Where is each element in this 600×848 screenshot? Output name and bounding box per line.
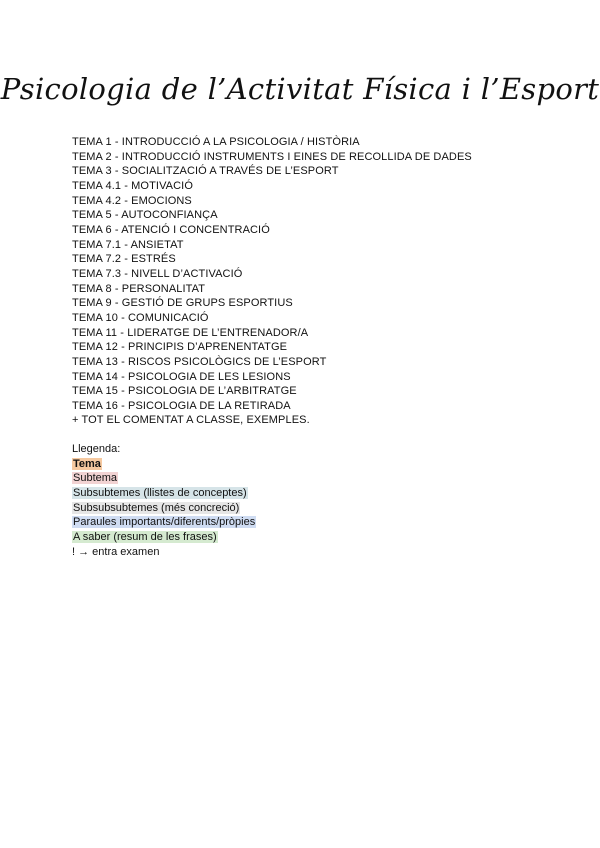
topic-item: TEMA 13 - RISCOS PSICOLÒGICS DE L’ESPORT (72, 355, 327, 368)
topic-item: TEMA 8 - PERSONALITAT (72, 282, 206, 295)
topic-item: TEMA 1 - INTRODUCCIÓ A LA PSICOLOGIA / HISTÒRIA (72, 136, 360, 148)
topic-item: TEMA 12 - PRINCIPIS D’APRENENTATGE (72, 341, 288, 354)
topic-item: TEMA 7.3 - NIVELL D’ACTIVACIÓ (72, 267, 243, 280)
legend-item-paraules-importants: Paraules importants/diferents/pròpies (73, 516, 256, 529)
legend-heading: Llegenda: (72, 443, 121, 455)
topic-item: TEMA 4.1 - MOTIVACIÓ (72, 179, 193, 192)
topic-item: TEMA 15 - PSICOLOGIA DE L’ARBITRATGE (72, 385, 297, 398)
legend-exam-note: ! → entra examen (72, 545, 160, 558)
topic-item: TEMA 5 - AUTOCONFIANÇA (72, 209, 218, 222)
topic-item: TEMA 9 - GESTIÓ DE GRUPS ESPORTIUS (72, 297, 293, 310)
topic-item: TEMA 10 - COMUNICACIÓ (72, 311, 209, 324)
legend-item-subsubsubtemes: Subsubsubtemes (més concreció) (73, 501, 240, 514)
legend (72, 442, 372, 559)
document-title: Psicologia de l’Activitat Física i l’Esport (0, 72, 600, 106)
legend-item-a-saber: A saber (resum de les frases) (73, 530, 217, 543)
legend-item-tema: Tema (73, 457, 101, 470)
topic-item: TEMA 2 - INTRODUCCIÓ INSTRUMENTS I EINES DE RECOLLIDA DE DADES (72, 150, 472, 163)
topic-item: TEMA 3 - SOCIALITZACIÓ A TRAVÉS DE L’ESPORT (72, 165, 339, 178)
topic-item: TEMA 7.1 - ANSIETAT (72, 238, 184, 251)
legend-item-subtema: Subtema (73, 472, 118, 485)
topic-item: TEMA 14 - PSICOLOGIA DE LES LESIONS (72, 370, 291, 383)
topic-item: TEMA 6 - ATENCIÓ I CONCENTRACIÓ (72, 223, 270, 236)
legend-item-subsubtemes: Subsubtemes (llistes de conceptes) (73, 486, 247, 499)
topic-list (72, 135, 542, 428)
topic-item: + TOT EL COMENTAT A CLASSE, EXEMPLES. (72, 414, 310, 427)
topic-item: TEMA 11 - LIDERATGE DE L’ENTRENADOR/A (72, 326, 309, 339)
topic-item: TEMA 16 - PSICOLOGIA DE LA RETIRADA (72, 399, 291, 412)
topic-item: TEMA 7.2 - ESTRÉS (72, 253, 176, 266)
topic-item: TEMA 4.2 - EMOCIONS (72, 194, 192, 207)
